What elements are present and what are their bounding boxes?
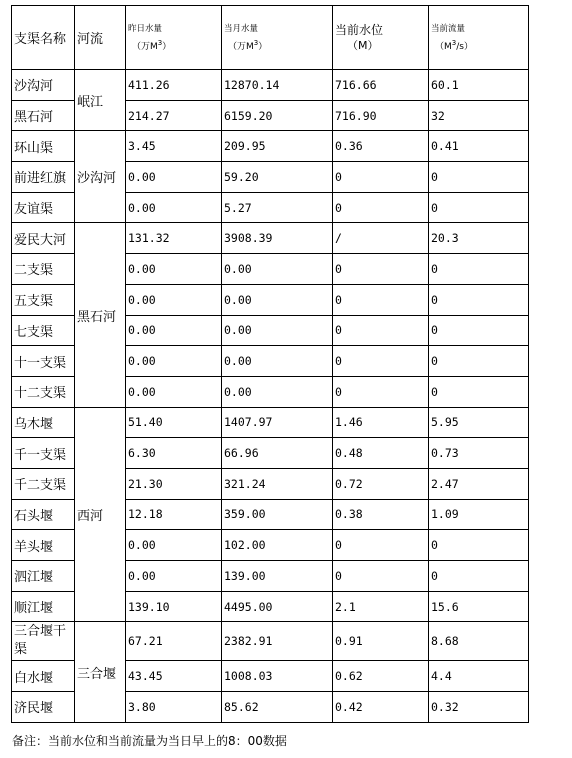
- water-level-cell: 0.36: [333, 131, 429, 162]
- branch-name-cell: 三合堰干渠: [12, 622, 75, 661]
- river-cell: 沙沟河: [75, 131, 126, 223]
- month-volume-cell: 209.95: [222, 131, 333, 162]
- yesterday-volume-cell: 0.00: [126, 284, 222, 315]
- yesterday-volume-cell: 3.45: [126, 131, 222, 162]
- header-yesterday-unit: （万$M^3$）: [132, 38, 172, 52]
- flow-rate-cell: 5.95: [429, 407, 529, 438]
- water-level-cell: 0.48: [333, 438, 429, 469]
- branch-name-cell: 乌木堰: [12, 407, 75, 438]
- header-flow-rate: [429, 6, 529, 70]
- yesterday-volume-cell: 0.00: [126, 254, 222, 285]
- flow-rate-cell: 0: [429, 561, 529, 592]
- branch-name-cell: 环山渠: [12, 131, 75, 162]
- water-level-cell: 716.90: [333, 100, 429, 131]
- yesterday-volume-cell: 131.32: [126, 223, 222, 254]
- water-level-cell: 0.42: [333, 692, 429, 723]
- yesterday-volume-cell: 411.26: [126, 70, 222, 101]
- month-volume-cell: 0.00: [222, 376, 333, 407]
- flow-rate-cell: 0: [429, 376, 529, 407]
- water-level-cell: 1.46: [333, 407, 429, 438]
- header-level-unit: （M）: [347, 38, 379, 52]
- branch-name-cell: 黑石河: [12, 100, 75, 131]
- branch-name-cell: 泗江堰: [12, 561, 75, 592]
- yesterday-volume-cell: 21.30: [126, 468, 222, 499]
- table-row: [12, 407, 529, 438]
- river-cell: 黑石河: [75, 223, 126, 407]
- flow-rate-cell: 0: [429, 254, 529, 285]
- flow-rate-cell: 0: [429, 192, 529, 223]
- water-level-cell: 0: [333, 162, 429, 193]
- table-row: [12, 70, 529, 101]
- header-month-volume: [222, 6, 333, 70]
- branch-name-cell: 五支渠: [12, 284, 75, 315]
- flow-rate-cell: 0: [429, 530, 529, 561]
- branch-name-cell: 千二支渠: [12, 468, 75, 499]
- river-cell: 岷江: [75, 70, 126, 131]
- month-volume-cell: 1407.97: [222, 407, 333, 438]
- branch-name-cell: 二支渠: [12, 254, 75, 285]
- water-level-cell: 0: [333, 315, 429, 346]
- branch-name-cell: 七支渠: [12, 315, 75, 346]
- flow-rate-cell: 0: [429, 346, 529, 377]
- header-flow-unit: $(M^3/s)$: [435, 38, 473, 52]
- header-water-level: [333, 6, 429, 70]
- header-row: [12, 6, 529, 70]
- yesterday-volume-cell: 0.00: [126, 192, 222, 223]
- month-volume-cell: 4495.00: [222, 591, 333, 622]
- flow-rate-cell: 8.68: [429, 622, 529, 661]
- month-volume-cell: 59.20: [222, 162, 333, 193]
- yesterday-volume-cell: 3.80: [126, 692, 222, 723]
- river-cell: 西河: [75, 407, 126, 622]
- branch-name-cell: 十一支渠: [12, 346, 75, 377]
- water-level-cell: 0.91: [333, 622, 429, 661]
- month-volume-cell: 5.27: [222, 192, 333, 223]
- header-yesterday-volume: [126, 6, 222, 70]
- flow-rate-cell: 15.6: [429, 591, 529, 622]
- month-volume-cell: 0.00: [222, 284, 333, 315]
- water-level-cell: 0.72: [333, 468, 429, 499]
- water-level-cell: 0.62: [333, 661, 429, 692]
- branch-name-cell: 千一支渠: [12, 438, 75, 469]
- branch-name-cell: 白水堰: [12, 661, 75, 692]
- flow-rate-cell: 2.47: [429, 468, 529, 499]
- flow-rate-cell: 0.73: [429, 438, 529, 469]
- flow-rate-cell: 0.32: [429, 692, 529, 723]
- branch-name-cell: 济民堰: [12, 692, 75, 723]
- branch-name-cell: 爱民大河: [12, 223, 75, 254]
- month-volume-cell: 321.24: [222, 468, 333, 499]
- yesterday-volume-cell: 67.21: [126, 622, 222, 661]
- month-volume-cell: 2382.91: [222, 622, 333, 661]
- water-level-cell: 0: [333, 530, 429, 561]
- table-row: [12, 131, 529, 162]
- yesterday-volume-cell: 12.18: [126, 499, 222, 530]
- header-month-unit: （万$M^3$）: [228, 38, 268, 52]
- branch-name-cell: 石头堰: [12, 499, 75, 530]
- water-level-cell: /: [333, 223, 429, 254]
- yesterday-volume-cell: 0.00: [126, 162, 222, 193]
- water-level-cell: 0.38: [333, 499, 429, 530]
- yesterday-volume-cell: 214.27: [126, 100, 222, 131]
- yesterday-volume-cell: 0.00: [126, 376, 222, 407]
- month-volume-cell: 0.00: [222, 254, 333, 285]
- table-row: [12, 223, 529, 254]
- water-level-cell: 716.66: [333, 70, 429, 101]
- yesterday-volume-cell: 139.10: [126, 591, 222, 622]
- header-month-label: 当月水量: [224, 23, 259, 34]
- water-level-cell: 0: [333, 254, 429, 285]
- month-volume-cell: 0.00: [222, 346, 333, 377]
- flow-rate-cell: 0: [429, 284, 529, 315]
- flow-rate-cell: 0: [429, 162, 529, 193]
- month-volume-cell: 66.96: [222, 438, 333, 469]
- flow-rate-cell: 20.3: [429, 223, 529, 254]
- month-volume-cell: 102.00: [222, 530, 333, 561]
- yesterday-volume-cell: 0.00: [126, 530, 222, 561]
- month-volume-cell: 12870.14: [222, 70, 333, 101]
- flow-rate-cell: 0: [429, 315, 529, 346]
- branch-name-cell: 羊头堰: [12, 530, 75, 561]
- water-level-cell: 0: [333, 192, 429, 223]
- branch-name-cell: 十二支渠: [12, 376, 75, 407]
- branch-name-cell: 友谊渠: [12, 192, 75, 223]
- branch-name-cell: 沙沟河: [12, 70, 75, 101]
- water-level-cell: 0: [333, 561, 429, 592]
- flow-rate-cell: 60.1: [429, 70, 529, 101]
- table-body: [12, 70, 529, 723]
- header-level-label: 当前水位: [335, 22, 384, 37]
- flow-rate-cell: 32: [429, 100, 529, 131]
- flow-rate-cell: 1.09: [429, 499, 529, 530]
- flow-rate-cell: 4.4: [429, 661, 529, 692]
- river-cell: 三合堰: [75, 622, 126, 722]
- header-flow-label: 当前流量: [431, 23, 466, 34]
- header-branch-name: 支渠名称: [12, 6, 75, 70]
- yesterday-volume-cell: 0.00: [126, 346, 222, 377]
- header-river: 河流: [75, 6, 126, 70]
- yesterday-volume-cell: 43.45: [126, 661, 222, 692]
- water-data-table: [11, 5, 529, 723]
- month-volume-cell: 0.00: [222, 315, 333, 346]
- month-volume-cell: 85.62: [222, 692, 333, 723]
- month-volume-cell: 3908.39: [222, 223, 333, 254]
- yesterday-volume-cell: 0.00: [126, 315, 222, 346]
- header-yesterday-label: 昨日水量: [128, 23, 163, 34]
- water-level-cell: 0: [333, 346, 429, 377]
- table-row: [12, 622, 529, 661]
- footnote: 备注：当前水位和当前流量为当日早上的8：00数据: [12, 734, 287, 748]
- water-level-cell: 2.1: [333, 591, 429, 622]
- branch-name-cell: 顺江堰: [12, 591, 75, 622]
- water-level-cell: 0: [333, 376, 429, 407]
- month-volume-cell: 6159.20: [222, 100, 333, 131]
- month-volume-cell: 359.00: [222, 499, 333, 530]
- month-volume-cell: 1008.03: [222, 661, 333, 692]
- month-volume-cell: 139.00: [222, 561, 333, 592]
- yesterday-volume-cell: 0.00: [126, 561, 222, 592]
- branch-name-cell: 前进红旗: [12, 162, 75, 193]
- yesterday-volume-cell: 6.30: [126, 438, 222, 469]
- yesterday-volume-cell: 51.40: [126, 407, 222, 438]
- water-level-cell: 0: [333, 284, 429, 315]
- flow-rate-cell: 0.41: [429, 131, 529, 162]
